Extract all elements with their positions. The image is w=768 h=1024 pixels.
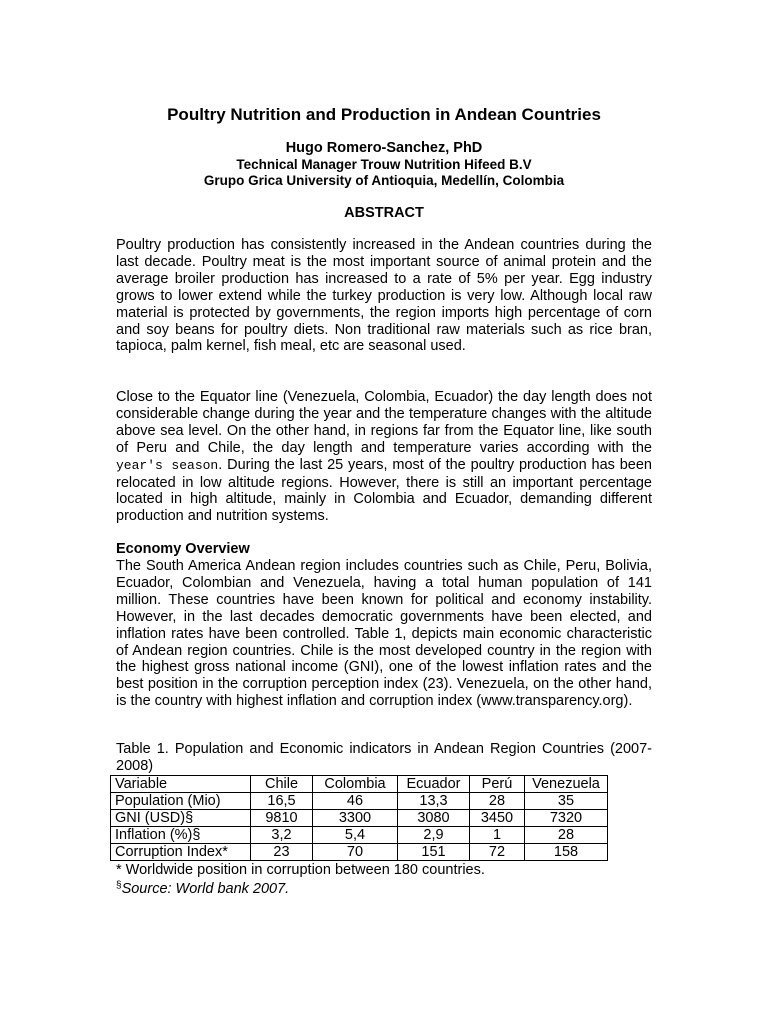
table-cell: 35 [525, 793, 608, 810]
header-chile: Chile [251, 776, 313, 793]
table-cell: 28 [525, 827, 608, 844]
abstract-paragraph-2 [116, 389, 652, 525]
table-cell: 28 [470, 793, 525, 810]
header-peru: Perú [470, 776, 525, 793]
table-cell: 13,3 [398, 793, 470, 810]
table-cell: 70 [313, 844, 398, 861]
footnote-source [116, 877, 289, 898]
author-name: Hugo Romero-Sanchez, PhD [285, 140, 483, 156]
header-colombia: Colombia [313, 776, 398, 793]
table-cell: 3300 [313, 810, 398, 827]
paragraph-2-mono-phrase: year's season [116, 457, 219, 473]
footnote-symbol: § [116, 880, 122, 891]
table-cell: 151 [398, 844, 470, 861]
paragraph-2-text-end: . During the last 25 years, most of the poultry production has been relocated in low altitude regions. However, there is still an important percentage located in high altitude, mainly in Colombia and Ecuador, demanding different production and nutrition systems. [116, 456, 652, 525]
table-cell: 72 [470, 844, 525, 861]
table-cell: GNI (USD)§ [111, 810, 251, 827]
table-row [111, 810, 608, 827]
header-venezuela: Venezuela [525, 776, 608, 793]
section-heading-economy: Economy Overview [116, 541, 250, 557]
table-cell: 3080 [398, 810, 470, 827]
table-cell: Corruption Index* [111, 844, 251, 861]
table-cell: 158 [525, 844, 608, 861]
paragraph-2-text-start: Close to the Equator line (Venezuela, Colombia, Ecuador) the day length does not considerable change during the year and the temperature changes with the altitude above sea level. On the other hand, in regions far from the Equator line, like south of Peru and Chile, the day length and temperature varies according with the [116, 389, 652, 456]
header-variable: Variable [111, 776, 251, 793]
abstract-paragraph-1: Poultry production has consistently increased in the Andean countries during the last decade. Poultry meat is the most important source of animal protein and the average broiler production has increased to a rate of 5% per year. Egg industry grows to lower extend while the turkey production is very low. Although local raw material is protected by governments, the region imports high percentage of corn and soy beans for poultry diets. Non traditional raw materials such as rice bran, tapioca, palm kernel, fish meal, etc are seasonal used. [116, 237, 652, 355]
author-affiliation-2: Grupo Grica University of Antioquia, Medellín, Colombia [203, 173, 565, 188]
table-cell: 3450 [470, 810, 525, 827]
table-row [111, 827, 608, 844]
table-cell: 2,9 [398, 827, 470, 844]
paper-title: Poultry Nutrition and Production in Andean Countries [167, 105, 601, 124]
abstract-heading: ABSTRACT [344, 205, 424, 221]
table-cell: 5,4 [313, 827, 398, 844]
table-row [111, 793, 608, 810]
table-caption: Table 1. Population and Economic indicators in Andean Region Countries (2007-2008) [116, 741, 652, 774]
table-cell: Inflation (%)§ [111, 827, 251, 844]
table-cell: 7320 [525, 810, 608, 827]
table-cell: Population (Mio) [111, 793, 251, 810]
table-row [111, 844, 608, 861]
table-cell: 23 [251, 844, 313, 861]
indicators-table [110, 775, 608, 861]
table-cell: 46 [313, 793, 398, 810]
author-affiliation-1: Technical Manager Trouw Nutrition Hifeed B.V [236, 157, 532, 172]
table-header-row [111, 776, 608, 793]
economy-paragraph: The South America Andean region includes countries such as Chile, Peru, Bolivia, Ecuador, Colombian and Venezuela, having a total human population of 141 million. These countries have been known for political and economy instability. However, in the last decades democratic governments have been elected, and inflation rates have been controlled. Table 1, depicts main economic characteristic of Andean region countries. Chile is the most developed country in the region with the highest gross national income (GNI), one of the lowest inflation rates and the best position in the corruption perception index (23). Venezuela, on the other hand, is the country with highest inflation and corruption index (www.transparency.org). [116, 558, 652, 710]
footnote-corruption: * Worldwide position in corruption between 180 countries. [116, 862, 485, 878]
footnote-source-text: Source: World bank 2007. [121, 881, 290, 897]
table-cell: 1 [470, 827, 525, 844]
table-cell: 3,2 [251, 827, 313, 844]
table-cell: 16,5 [251, 793, 313, 810]
header-ecuador: Ecuador [398, 776, 470, 793]
table-cell: 9810 [251, 810, 313, 827]
